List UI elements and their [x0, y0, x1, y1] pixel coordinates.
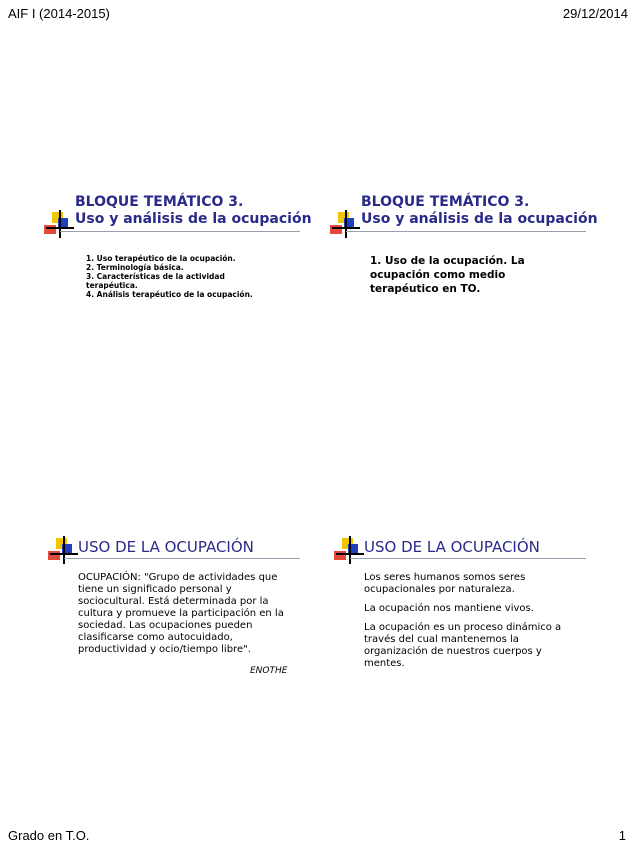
slide-title-line-1: BLOQUE TEMÁTICO 3. — [361, 194, 530, 210]
slide-decoration-icon — [330, 212, 360, 242]
slide-decoration-icon — [334, 538, 364, 568]
list-item: 2. Terminología básica. — [86, 263, 184, 272]
slide-decoration-icon — [48, 538, 78, 568]
slide-title-line-1: BLOQUE TEMÁTICO 3. — [75, 194, 244, 210]
document-footer-left: Grado en T.O. — [8, 828, 90, 843]
title-underline — [64, 558, 300, 559]
list-item: 3. Características de la actividad terapéutica. — [86, 272, 225, 290]
slide-title — [361, 194, 598, 228]
title-underline — [346, 231, 586, 232]
slide-1 — [40, 190, 312, 340]
source-citation: ENOTHE — [250, 666, 288, 676]
slide-2 — [326, 190, 598, 340]
paragraph: La ocupación nos mantiene vivos. — [364, 603, 534, 614]
paragraph: Los seres humanos somos seres ocupacionales por naturaleza. — [364, 572, 526, 595]
document-header-date: 29/12/2014 — [562, 6, 628, 21]
paragraph: La ocupación es un proceso dinámico a través del cual mantenemos la organización de nuestros cuerpos y mentes. — [364, 622, 562, 669]
slide-3 — [40, 532, 312, 692]
title-underline — [60, 231, 300, 232]
slide-body — [364, 572, 570, 677]
slide-4 — [326, 532, 598, 692]
list-item: 1. Uso terapéutico de la ocupación. — [86, 254, 236, 263]
slide-title-line-2: Uso y análisis de la ocupación — [361, 211, 598, 227]
slide-title — [75, 194, 312, 228]
page-number: 1 — [618, 828, 626, 843]
topic-list — [86, 254, 266, 299]
title-underline — [350, 558, 586, 559]
slide-body: 1. Uso de la ocupación. La ocupación como medio terapéutico en TO. — [370, 255, 525, 295]
slide-title: USO DE LA OCUPACIÓN — [364, 538, 540, 556]
slide-body: OCUPACIÓN: "Grupo de actividades que tiene un significado personal y sociocultural. Está determinada por la cultura y promueve la participación en la sociedad. Las ocupaciones pueden clasificarse como autocuidado, productividad y ocio/tiempo libre". — [78, 572, 284, 655]
slide-title: USO DE LA OCUPACIÓN — [78, 538, 254, 556]
slide-decoration-icon — [44, 212, 74, 242]
list-item: 4. Análisis terapéutico de la ocupación. — [86, 290, 253, 299]
document-header-left: AIF I (2014-2015) — [8, 6, 110, 21]
slide-title-line-2: Uso y análisis de la ocupación — [75, 211, 312, 227]
